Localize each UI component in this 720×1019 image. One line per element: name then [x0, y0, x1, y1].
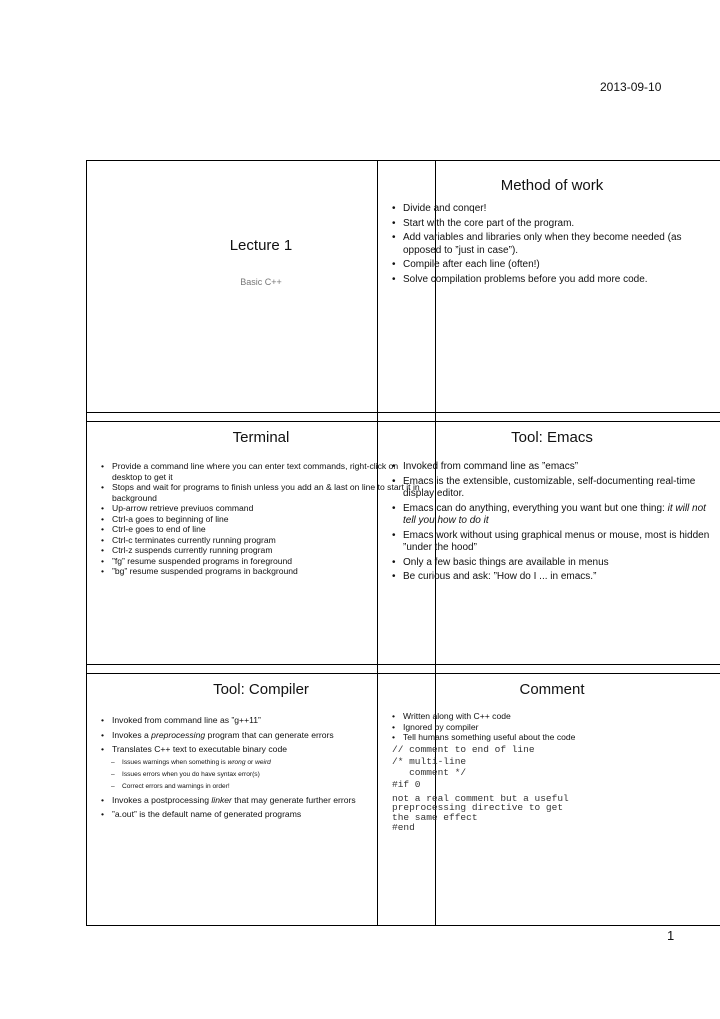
- bullet-item: • Divide and conqer!: [392, 203, 714, 216]
- bullet-item: [101, 795, 423, 806]
- bullet-list: [101, 715, 423, 820]
- bullet-text: Invokes a: [112, 729, 152, 740]
- bullet-item: • Ignored by compiler: [392, 722, 714, 733]
- slide-title: Method of work: [500, 177, 604, 194]
- sub-bullet-item: – Issues errors when you do have syntax error(s): [101, 770, 423, 779]
- bullet-item: • Written along with C++ code: [392, 711, 714, 722]
- slide-subtitle: Basic C++: [240, 277, 282, 287]
- bullet-item: • Ctrl-e goes to end of line: [101, 524, 423, 535]
- bullet-item: • ”fg” resume suspended programs in foreground: [101, 556, 423, 567]
- bullet-text: program that can generate errors: [205, 729, 334, 740]
- code-line: // comment to end of line: [392, 743, 535, 755]
- bullet-item: • Up-arrow retrieve previuos command: [101, 503, 423, 514]
- slide-body: [392, 203, 714, 288]
- bullet-item: • Translates C++ text to executable binary code: [101, 744, 423, 755]
- page-number: 1: [667, 928, 675, 943]
- sub-bullet-item: – Correct errors and warnings in order!: [101, 782, 423, 791]
- bullet-item: • Provide a command line where you can enter text commands, right-click on desktop to get it: [101, 461, 423, 482]
- bullet-emphasis: linker: [211, 794, 232, 805]
- bullet-emphasis: weird: [255, 758, 271, 766]
- code-line: #if 0: [392, 779, 421, 790]
- slide-body: [392, 461, 714, 586]
- page-date: 2013-09-10: [600, 80, 662, 94]
- slide-title: Terminal: [232, 429, 290, 446]
- bullet-emphasis: preprocessing: [151, 729, 206, 740]
- bullet-item: • Ctrl-a goes to beginning of line: [101, 514, 423, 525]
- bullet-text: Invokes a postprocessing: [112, 794, 212, 805]
- bullet-item: • Invoked from command line as ”g++11”: [101, 715, 423, 726]
- code-block: not a real comment but a useful preprocessing directive to get the same effect: [392, 792, 569, 823]
- bullet-item: • Compile after each line (often!): [392, 259, 714, 272]
- bullet-item: • Emacs work without using graphical menus or mouse, most is hidden ”under the hood”: [392, 530, 714, 555]
- slide-body: [101, 461, 423, 577]
- bullet-item: [392, 503, 714, 528]
- bullet-item: • ”bg” resume suspended programs in background: [101, 566, 423, 577]
- bullet-emphasis: wrong: [227, 758, 246, 766]
- bullet-item: • Be curious and ask: ”How do I ... in emacs.”: [392, 571, 714, 584]
- code-block: /* multi-line comment */: [392, 756, 467, 778]
- bullet-item: • Ctrl-c terminates currently running program: [101, 535, 423, 546]
- slide-body: [392, 711, 714, 834]
- slide-title: Tool: Compiler: [213, 681, 309, 698]
- bullet-item: • Stops and wait for programs to finish unless you add an & last on line to start it in background: [101, 482, 423, 503]
- bullet-item: • Solve compilation problems before you add more code.: [392, 274, 714, 287]
- bullet-emphasis: it will not tell you how to do it: [403, 502, 706, 526]
- bullet-item: • Ctrl-z suspends currently running program: [101, 545, 423, 556]
- bullet-item: • Invoked from command line as ”emacs”: [392, 461, 714, 474]
- bullet-item: • Tell humans something useful about the code: [392, 732, 714, 743]
- code-line: #end: [392, 822, 415, 833]
- bullet-text: that may generate further errors: [231, 794, 356, 805]
- slide-comment: [377, 664, 720, 926]
- slide-title: Lecture 1: [229, 237, 293, 254]
- bullet-item: • Only a few basic things are available in menus: [392, 557, 714, 570]
- bullet-item: [101, 730, 423, 741]
- slide-title: Comment: [519, 681, 585, 698]
- bullet-item: • ”a.out” is the default name of generated programs: [101, 809, 423, 820]
- bullet-item: • Add variables and libraries only when they become needed (as opposed to ”just in case”).: [392, 232, 714, 257]
- slide-title: Tool: Emacs: [511, 429, 593, 446]
- sub-bullet-item: [101, 758, 423, 767]
- bullet-list: [392, 711, 714, 743]
- bullet-list: [101, 461, 423, 577]
- bullet-item: • Start with the core part of the program.: [392, 218, 714, 231]
- slide-body: [101, 715, 423, 820]
- bullet-text: or: [245, 758, 256, 766]
- bullet-item: • Emacs is the extensible, customizable, self-documenting real-time display editor.: [392, 476, 714, 501]
- bullet-text: Emacs can do anything, everything you want but one thing:: [403, 502, 668, 514]
- bullet-list: [392, 203, 714, 286]
- bullet-text: Issues warnings when something is: [122, 758, 228, 766]
- slide-tool-emacs: [377, 412, 720, 674]
- slide-method-of-work: [377, 160, 720, 422]
- bullet-list: [392, 461, 714, 584]
